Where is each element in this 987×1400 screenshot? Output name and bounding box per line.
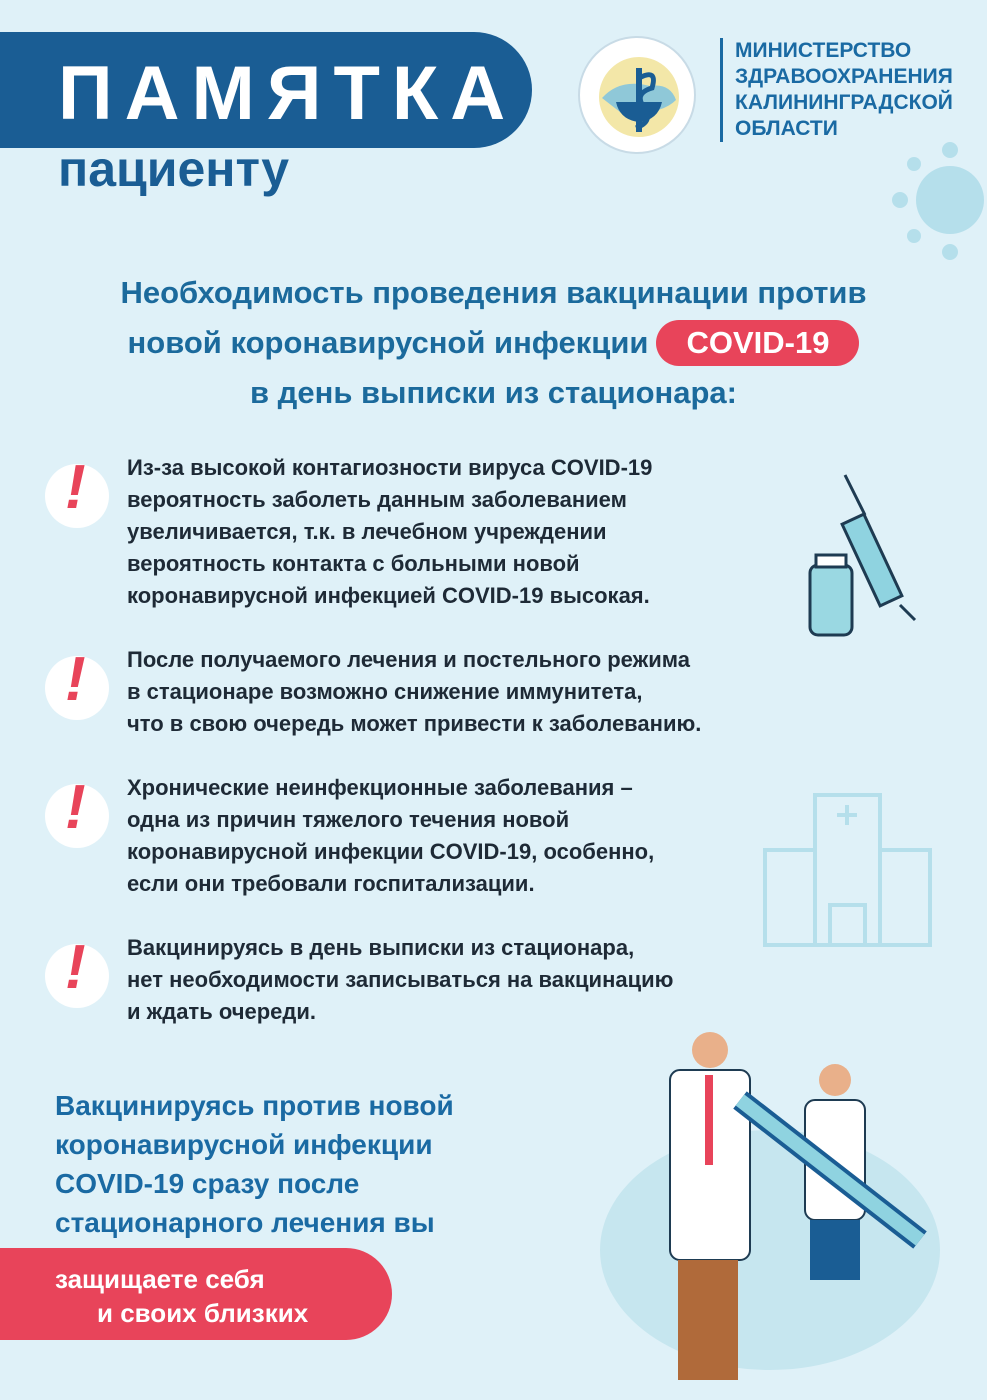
heading-line: в день выписки из стационара: (250, 375, 737, 410)
exclamation-icon: ! (45, 944, 109, 1008)
exclamation-icon: ! (45, 784, 109, 848)
item-line: Вакцинируясь в день выписки из стационара, (127, 935, 635, 960)
item-line: нет необходимости записываться на вакцинацию (127, 967, 674, 992)
ministry-line: КАЛИНИНГРАДСКОЙ (735, 91, 953, 114)
highlight-line: защищаете себя (55, 1264, 265, 1294)
title-banner (0, 32, 532, 148)
item-line: одна из причин тяжелого течения новой (127, 807, 570, 832)
virus-icon (880, 130, 987, 270)
bottom-line: коронавирусной инфекции (55, 1129, 433, 1160)
ministry-line: ЗДРАВООХРАНЕНИЯ (735, 65, 953, 88)
item-line: и ждать очереди. (127, 999, 317, 1024)
ministry-name (720, 38, 953, 142)
exclamation-icon: ! (45, 656, 109, 720)
page-title: ПАМЯТКА (58, 51, 518, 136)
covid-badge: COVID-19 (656, 320, 859, 366)
ministry-line: ОБЛАСТИ (735, 117, 838, 140)
ministry-line: МИНИСТЕРСТВО (735, 39, 912, 62)
bottom-message (55, 1086, 454, 1242)
item-line: если они требовали госпитализации. (127, 871, 535, 896)
item-line: вероятность контакта с больными новой (127, 551, 580, 576)
syringe-vial-icon (790, 470, 940, 660)
exclamation-icon: ! (45, 464, 109, 528)
ministry-seal-logo (578, 36, 696, 154)
item-line: коронавирусной инфекции COVID-19, особенно, (127, 839, 655, 864)
item-line: увеличивается, т.к. в лечебном учреждении (127, 519, 607, 544)
item-line: Хронические неинфекционные заболевания – (127, 775, 633, 800)
heading-line: Необходимость проведения вакцинации против (120, 275, 867, 310)
highlight-line: и своих близких (97, 1298, 309, 1328)
hospital-building-icon (760, 790, 935, 950)
item-line: После получаемого лечения и постельного режима (127, 647, 690, 672)
item-line: в стационаре возможно снижение иммунитета, (127, 679, 643, 704)
item-line: вероятность заболеть данным заболеванием (127, 487, 627, 512)
doctors-illustration (570, 1020, 970, 1390)
highlight-pill (0, 1248, 392, 1340)
heading-line: новой коронавирусной инфекции (127, 325, 649, 360)
item-line: Из-за высокой контагиозности вируса COVID-19 (127, 455, 653, 480)
item-line: коронавирусной инфекцией COVID-19 высокая. (127, 583, 650, 608)
bottom-line: стационарного лечения вы (55, 1207, 435, 1238)
item-line: что в свою очередь может привести к заболеванию. (127, 711, 702, 736)
main-heading (0, 268, 987, 418)
bottom-line: Вакцинируясь против новой (55, 1090, 454, 1121)
bottom-line: COVID-19 сразу после (55, 1168, 360, 1199)
page-subtitle: пациенту (58, 141, 290, 197)
